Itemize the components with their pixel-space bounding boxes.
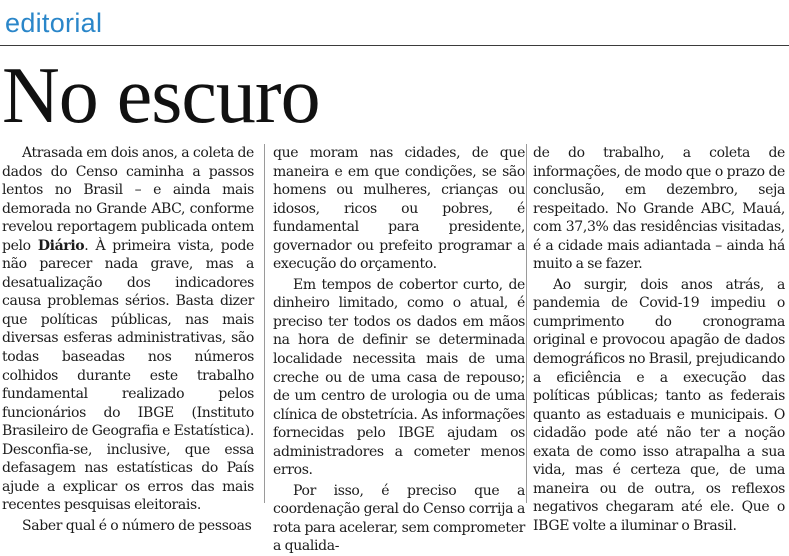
column-2 — [273, 144, 525, 555]
paragraph — [273, 482, 525, 556]
paragraph — [533, 144, 785, 274]
column-1 — [2, 144, 254, 534]
text-run: Em tempos de cobertor curto, de dinheiro limitado, como o atual, é preciso ter todos os dados em mãos na hora de definir se determinada localidade necessita mais de uma creche ou de uma casa de repouso; de um centro de urologia ou de uma clínica de obstetrícia. As informações fornecidas pelo IBGE ajudam os administradores a cometer menos erros. — [273, 276, 525, 479]
text-run: que moram nas cidades, de que maneira e em que condições, se são homens ou mulheres, crianças ou idosos, ricos ou pobres, é fundamental para presidente, governador ou prefeito programar a execução do orçamento. — [273, 145, 525, 273]
paragraph — [2, 144, 254, 515]
section-divider — [0, 45, 789, 46]
column-divider — [526, 144, 527, 503]
paragraph — [533, 276, 785, 536]
text-run: de do trabalho, a coleta de informações, de modo que o prazo de conclusão, em dezembro, seja respeitado. No Grande ABC, Mauá, com 37,3% das residências visitadas, é a cidade mais adiantada – ainda há muito a se fazer. — [533, 145, 785, 273]
column-divider — [264, 144, 265, 503]
paragraph — [273, 144, 525, 274]
text-run: Ao surgir, dois anos atrás, a pandemia de Covid-19 impediu o cumprimento do cronograma original e provocou apagão de dados demográficos no Brasil, prejudicando a eficiência e a execução das políticas públicas; tanto as federais quanto as estaduais e municipais. O cidadão pode até não ter a noção exata de como isso atrapalha a sua vida, mas é certeza que, de uma maneira ou de outra, os reflexos negativos chegaram até ele. Que o IBGE volte a iluminar o Brasil. — [533, 276, 786, 534]
text-run: Atrasada em dois anos, a coleta de dados do Censo caminha a passos lentos no Brasil – e ainda mais demorada no Grande ABC, conforme revelou reportagem publicada ontem pelo — [2, 145, 254, 254]
bold-text: Diário — [37, 237, 85, 254]
headline: No escuro — [2, 52, 320, 140]
article-body — [0, 144, 789, 555]
section-label: editorial — [5, 8, 103, 38]
text-run: Por isso, é preciso que a coordenação geral do Censo corrija a rota para acelerar, sem comprometer a qualida- — [273, 482, 525, 555]
paragraph — [273, 276, 525, 480]
column-3 — [533, 144, 786, 534]
paragraph — [2, 517, 254, 536]
text-run: Saber qual é o número de pessoas — [22, 517, 252, 534]
text-run: . À primeira vista, pode não parecer nada grave, mas a desatualização dos indicadores causa problemas sérios. Basta dizer que políticas públicas, nas mais diversas esferas administrativas, são todas baseadas nos números colhidos durante este trabalho fundamental realizado pelos funcionários do IBGE (Instituto Brasileiro de Geografia e Estatística). Desconfia-se, inclusive, que essa defasagem nas estatísticas do País ajude a explicar os erros das mais recentes pesquisas eleitorais. — [2, 237, 254, 514]
